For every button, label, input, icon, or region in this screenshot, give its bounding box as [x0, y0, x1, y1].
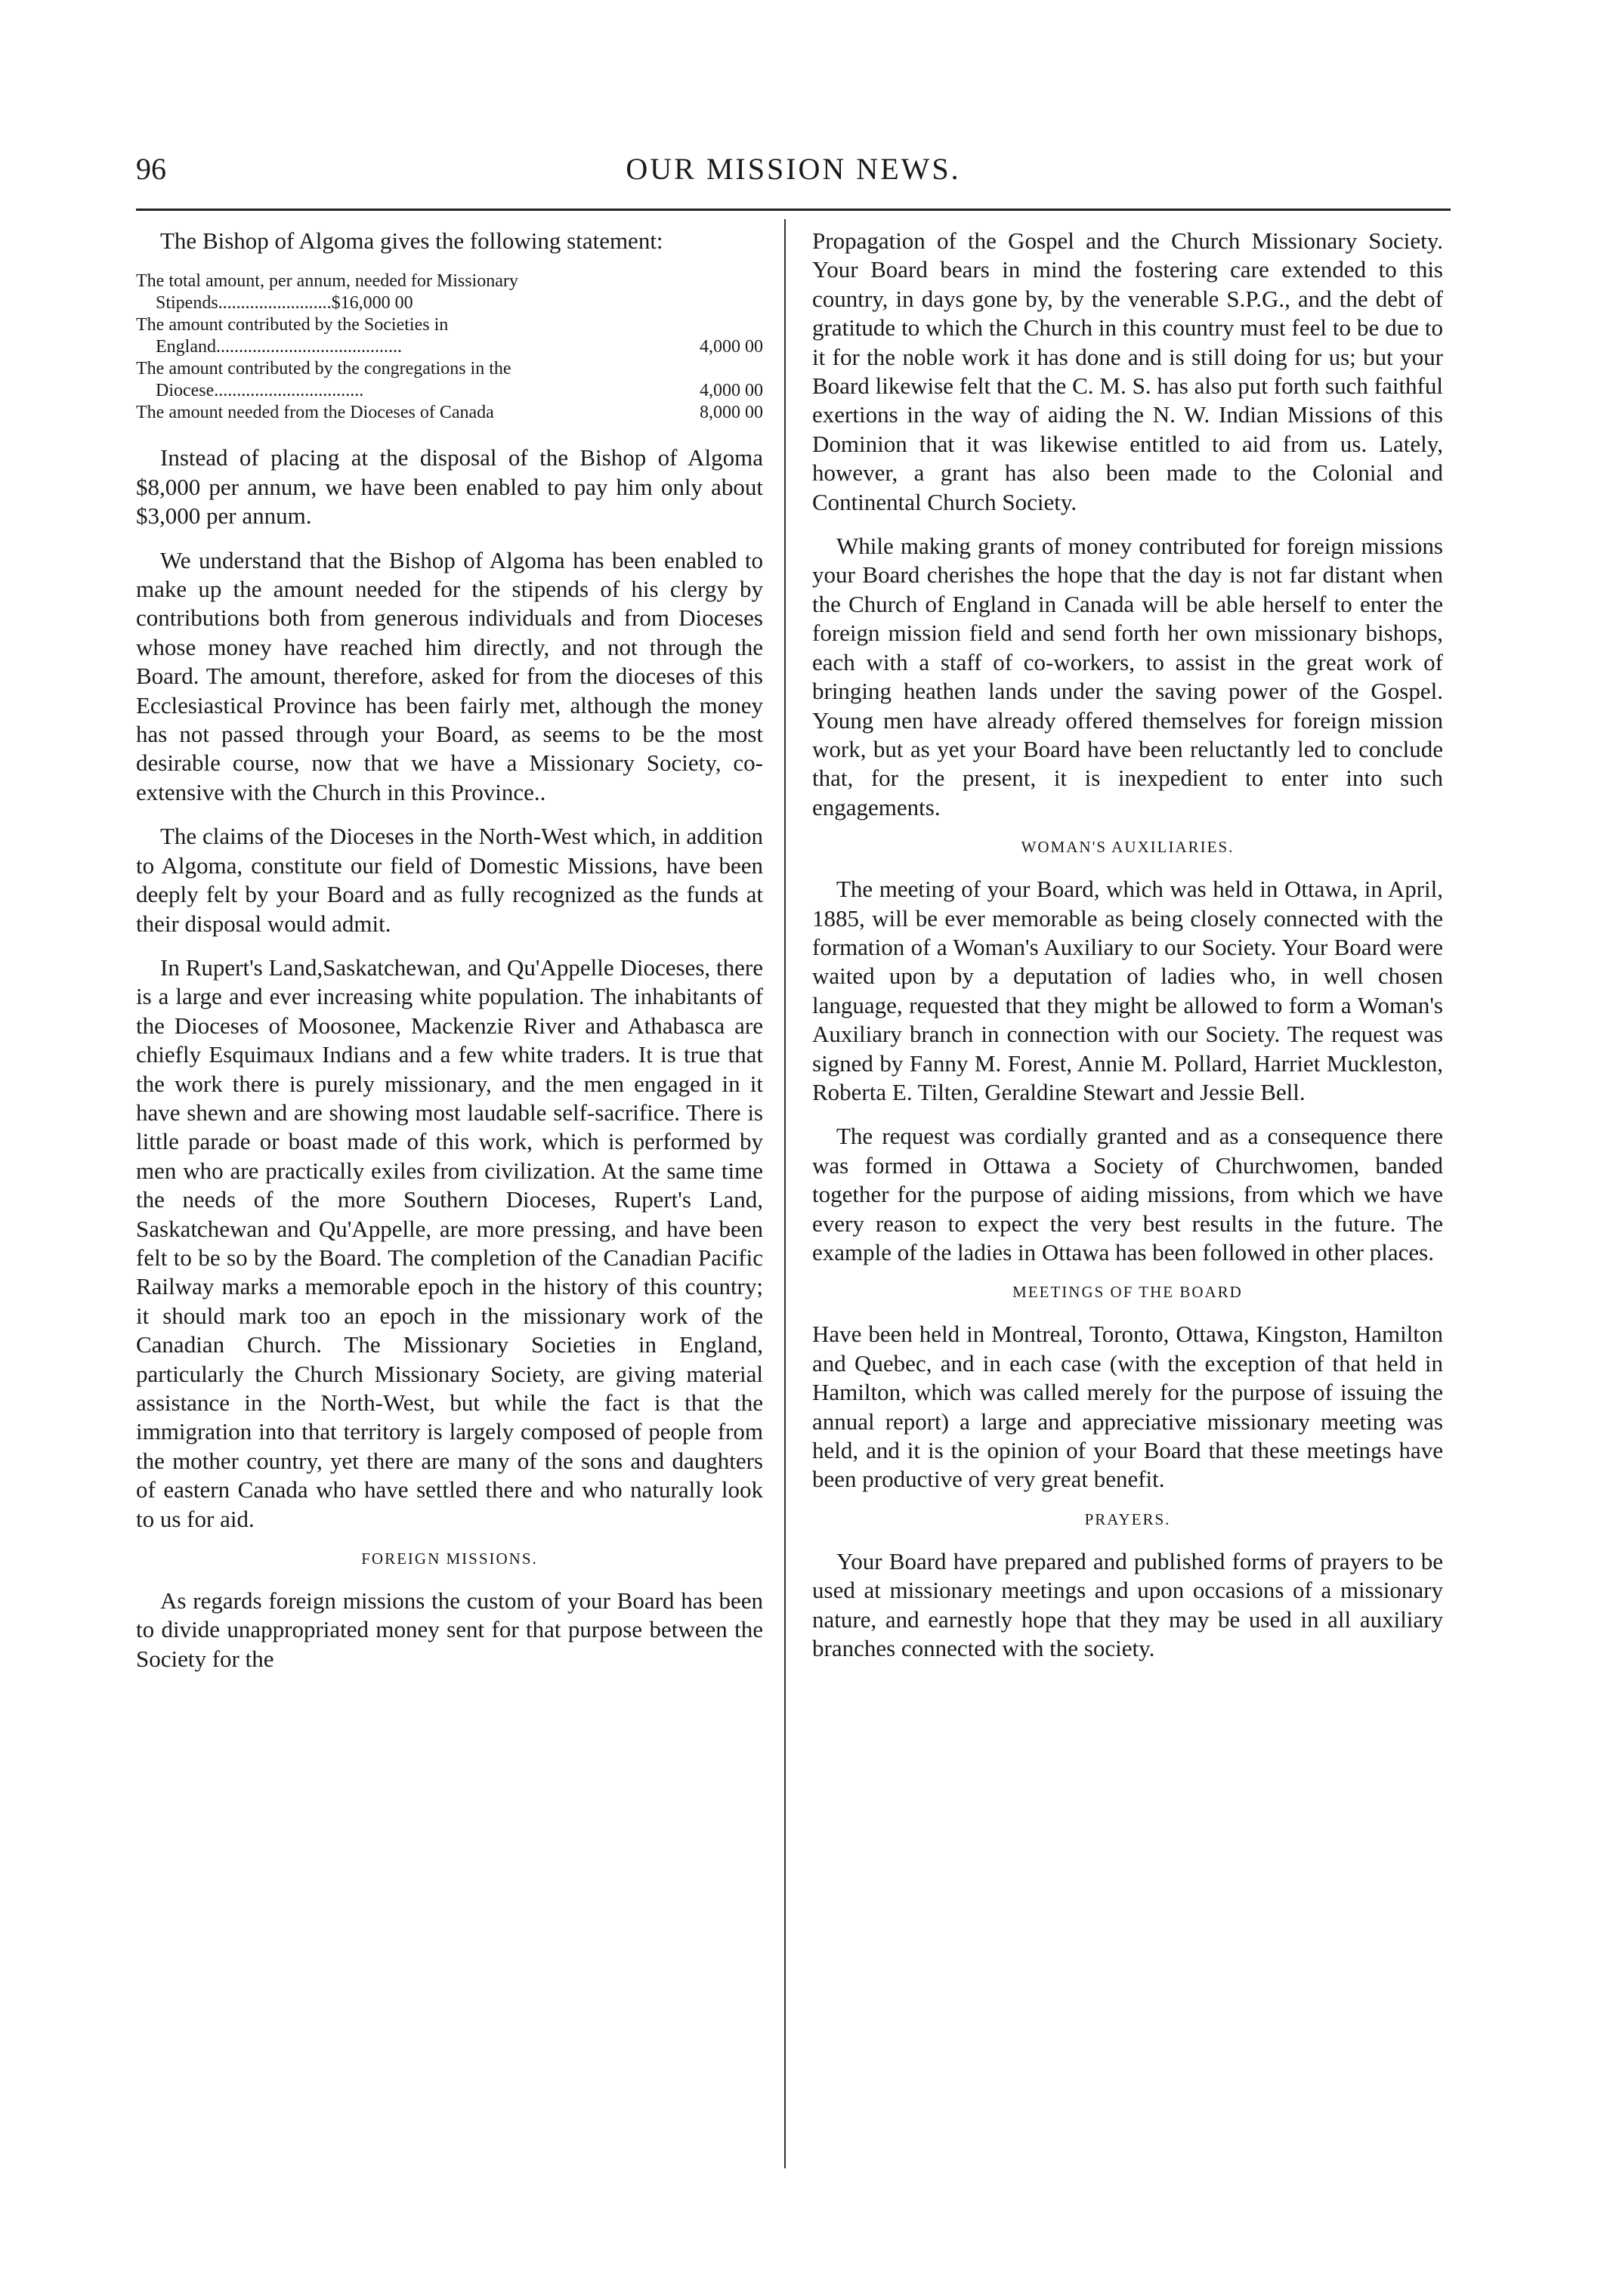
stipend-amount	[650, 270, 763, 314]
paragraph: We understand that the Bishop of Algoma has been enabled to make up the amount needed for the stipends of his clergy by contributions both from generous individuals and from Dioceses whose money have reached him directly, and not through the Board. The amount, therefore, asked for from the dioceses of this Ecclesiastical Province has been fairly met, although the money has not passed through your Board, as seems to be the most desirable course, now that we have a Missionary Society, co-extensive with the Church in this Province..	[136, 546, 763, 805]
paragraph: While making grants of money contributed for foreign missions your Board cherishes the hope that the day is not far distant when the Church of England in Canada will be able herself to enter the foreign mission field and send forth her own missionary bishops, each with a staff of co-workers, to assist in the great work of bringing heathen lands under the saving power of the Gospel. Young men have already offered themselves for foreign mission work, but as yet your Board have been reluctantly led to conclude that, for the present, it is inexpedient to enter into such engagements.	[812, 533, 1443, 820]
stipend-label: The amount contributed by the Societies in England.........................................	[136, 315, 449, 357]
paragraph: As regards foreign missions the custom of your Board has been to divide unappropriated money sent for that purpose between the Society for the	[136, 1587, 763, 1672]
paragraph: The request was cordially granted and as a consequence there was formed in Ottawa a Society of Churchwomen, banded together for the purpose of aiding missions, from which we have every reason to expect the very best results in the future. The example of the ladies in Ottawa has been followed in other places.	[812, 1123, 1443, 1265]
intro-paragraph: The Bishop of Algoma gives the following statement:	[160, 227, 663, 254]
stipend-row	[136, 270, 763, 314]
stipends-table	[136, 270, 763, 424]
stipend-amount: 4,000 00	[700, 337, 763, 357]
stipend-amount: 8,000 00	[700, 403, 763, 423]
stipend-row	[136, 358, 763, 402]
header-rule	[136, 209, 1451, 211]
section-heading-meetings: MEETINGS OF THE BOARD	[1012, 1283, 1243, 1302]
section-heading-prayers: PRAYERS.	[1084, 1510, 1171, 1528]
left-column	[136, 227, 763, 1689]
paragraph: The meeting of your Board, which was held in Ottawa, in April, 1885, will be ever memorable as being closely connected with the formation of a Woman's Auxiliary to our Society. Your Board were waited upon by a deputation of ladies who, in well chosen language, requested that they might be allowed to form a Woman's Auxiliary branch in connection with our Society. The request was signed by Fanny M. Forest, Annie M. Pollard, Harriet Muckleston, Roberta E. Tilten, Geraldine Stewart and Jessie Bell.	[812, 876, 1443, 1105]
running-title: OUR MISSION NEWS.	[626, 152, 961, 186]
stipend-label: The amount contributed by the congregations in the Diocese.................................	[136, 359, 511, 401]
section-heading-foreign-missions: FOREIGN MISSIONS.	[361, 1550, 538, 1568]
right-column	[812, 227, 1443, 1678]
paragraph: In Rupert's Land,Saskatchewan, and Qu'Appelle Dioceses, there is a large and ever increasing white population. The inhabitants of the Dioceses of Moosonee, Mackenzie River and Athabasca are chiefly Esquimaux Indians and a few white traders. It is true that the work there is purely missionary, and the men engaged in it have shewn and are showing most laudable self-sacrifice. There is little parade or boast made of this work, which is performed by men who are practically exiles from civilization. At the same time the needs of the more Southern Dioceses, Rupert's Land, Saskatchewan and Qu'Appelle, are more pressing, and have been felt to be so by the Board. The completion of the Canadian Pacific Railway marks a memorable epoch in the history of this country; it should mark too an epoch in the missionary work of the Canadian Church. The Missionary Societies in England, particularly the Church Missionary Society, are giving material assistance in the North-West, but while the fact is that the immigration into that territory is largely composed of people from the mother country, yet there are many of the sons and daughters of eastern Canada who have settled there and who naturally look to us for aid.	[136, 953, 763, 1532]
column-divider	[784, 219, 786, 2168]
stipend-row	[136, 314, 763, 358]
paragraph: Instead of placing at the disposal of the Bishop of Algoma $8,000 per annum, we have been enabled to pay him only about $3,000 per annum.	[136, 444, 763, 530]
paragraph: Have been held in Montreal, Toronto, Ottawa, Kingston, Hamilton and Quebec, and in each case (with the exception of that held in Hamilton, which was called merely for the purpose of issuing the annual report) a large and appreciative missionary meeting was held, and it is the opinion of your Board that these meetings have been productive of very great benefit.	[812, 1321, 1443, 1493]
paragraph: The claims of the Dioceses in the North-West which, in addition to Algoma, constitute our field of Domestic Missions, have been deeply felt by your Board and as fully recognized as the funds at their disposal would admit.	[136, 823, 763, 937]
stipend-amount: 4,000 00	[700, 381, 763, 401]
stipend-row	[136, 402, 763, 424]
page-number: 96	[136, 152, 166, 186]
stipend-label: The total amount, per annum, needed for Missionary Stipends.........................$16,000 00	[136, 271, 518, 314]
paragraph: Your Board have prepared and published forms of prayers to be used at missionary meetings and upon occasions of a missionary nature, and earnestly hope that they may be used in all auxiliary branches connected with the society.	[812, 1547, 1443, 1662]
page-header	[136, 151, 1451, 196]
stipend-label: The amount needed from the Dioceses of Canada	[136, 403, 494, 423]
paragraph: Propagation of the Gospel and the Church Missionary Society. Your Board bears in mind the fostering care extended to this country, in days gone by, by the venerable S.P.G., and the debt of gratitude to which the Church in this country must feel to be due to it for the noble work it has done and is still doing for us; but your Board likewise felt that the C. M. S. has also put forth such faithful exertions in the way of aiding the N. W. Indian Missions of this Dominion that it was likewise entitled to aid from us. Lately, however, a grant has also been made to the Colonial and Continental Church Society.	[812, 227, 1443, 515]
section-heading-womans-auxiliaries: WOMAN'S AUXILIARIES.	[1021, 838, 1235, 857]
